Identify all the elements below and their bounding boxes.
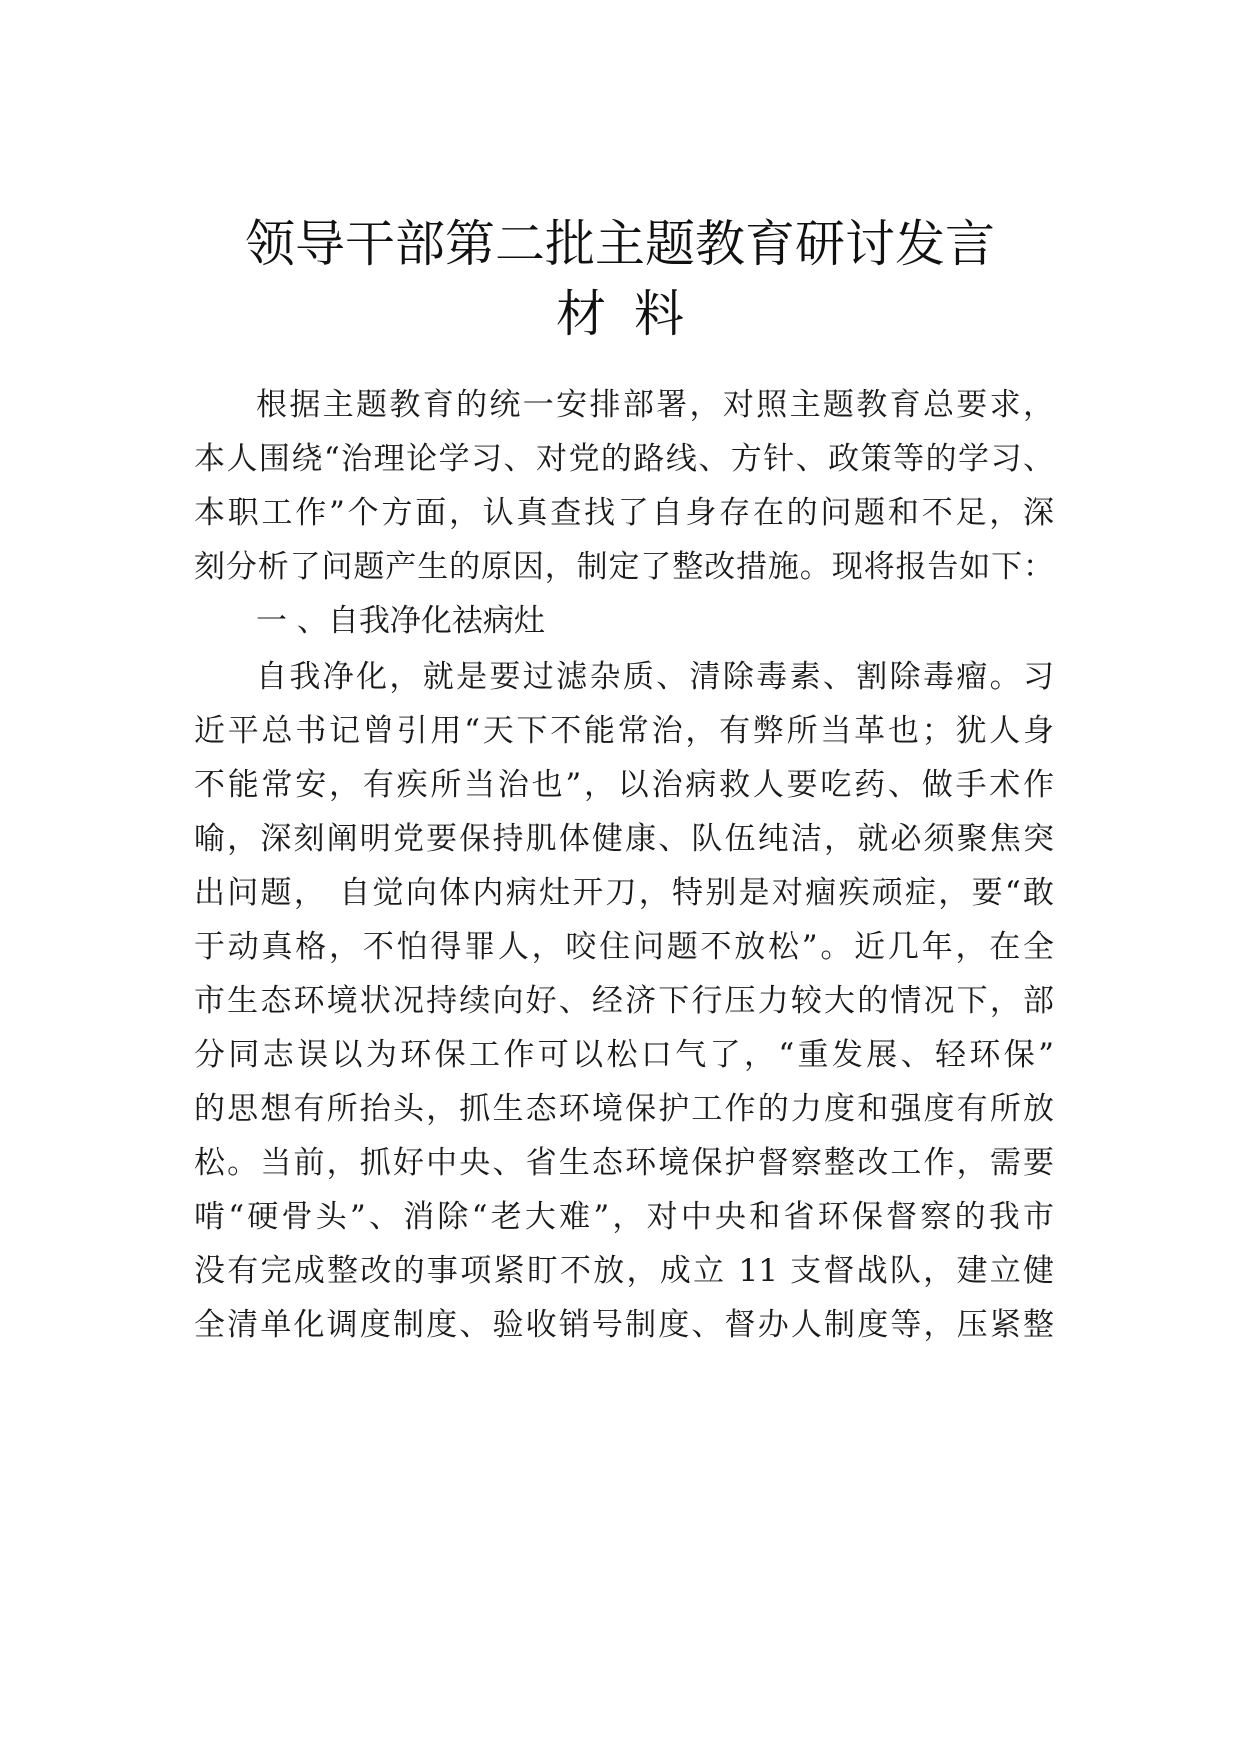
paragraph-2-line: 啃“硬骨头”、消除“老大难”，对中央和省环保督察的我市 (194, 1199, 1054, 1235)
paragraph-1-line: 本职工作”个方面，认真查找了自身存在的问题和不足，深 (194, 495, 1054, 531)
paragraph-2-line: 近平总书记曾引用“天下不能常治，有弊所当革也；犹人身 (194, 713, 1054, 749)
paragraph-2-line: 出问题， 自觉向体内病灶开刀，特别是对痼疾顽症，要“敢 (194, 875, 1054, 911)
paragraph-2-line: 松。当前，抓好中央、省生态环境保护督察整改工作，需要 (194, 1145, 1054, 1181)
paragraph-1-line: 根据主题教育的统一安排部署，对照主题教育总要求， (256, 387, 1054, 423)
paragraph-1-line: 刻分析了问题产生的原因，制定了整改措施。现将报告如下： (194, 549, 1054, 585)
document-title-continued: 材料 (556, 285, 712, 343)
paragraph-2-line: 全清单化调度制度、验收销号制度、督办人制度等，压紧整 (194, 1307, 1054, 1343)
section-heading: 一 、自我净化祛病灶 (256, 603, 545, 639)
paragraph-2-line: 分同志误以为环保工作可以松口气了，“重发展、轻环保” (194, 1037, 1054, 1073)
paragraph-2-line: 没有完成整改的事项紧盯不放，成立 11 支督战队，建立健 (194, 1253, 1054, 1289)
paragraph-2-line: 于动真格，不怕得罪人，咬住问题不放松”。近几年，在全 (194, 929, 1054, 965)
paragraph-2-line: 自我净化，就是要过滤杂质、清除毒素、割除毒瘤。习 (256, 659, 1054, 695)
paragraph-1-line: 本人围绕“治理论学习、对党的路线、方针、政策等的学习、 (194, 441, 1054, 477)
paragraph-2-line: 的思想有所抬头，抓生态环境保护工作的力度和强度有所放 (194, 1091, 1054, 1127)
document-title: 领导干部第二批主题教育研讨发言 (245, 215, 995, 273)
paragraph-2-line: 喻，深刻阐明党要保持肌体健康、队伍纯洁，就必须聚焦突 (194, 821, 1054, 857)
paragraph-2-line: 不能常安，有疾所当治也”，以治病救人要吃药、做手术作 (194, 767, 1054, 803)
paragraph-2-line: 市生态环境状况持续向好、经济下行压力较大的情况下，部 (194, 983, 1054, 1019)
